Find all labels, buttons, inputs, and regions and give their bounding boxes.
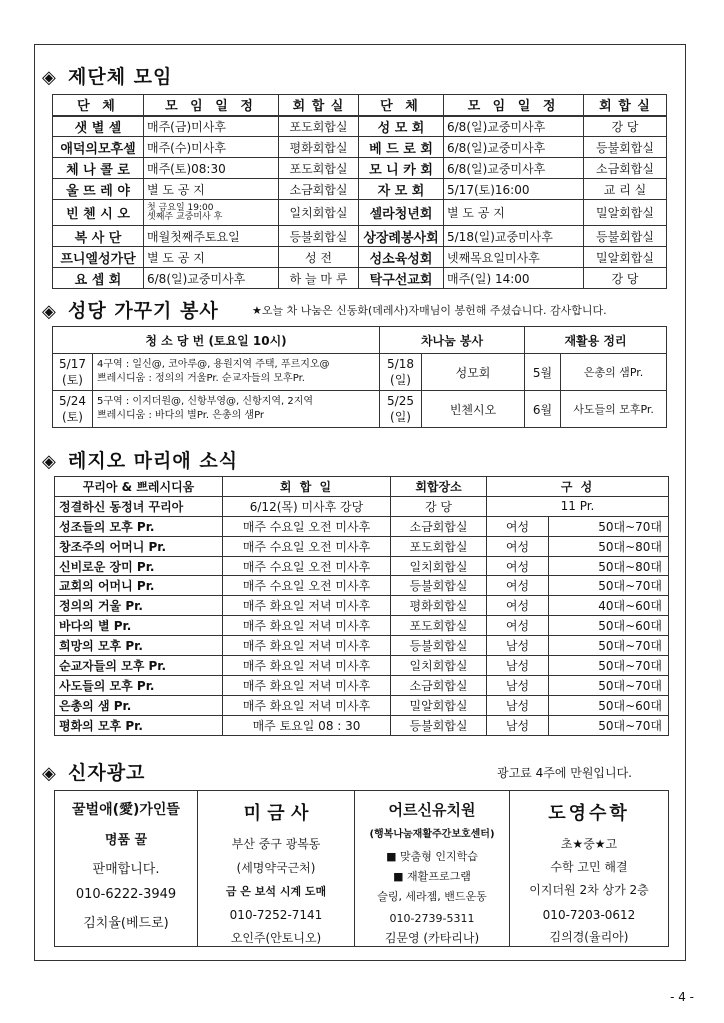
presidium-name: 성조들의 모후 Pr. [55, 516, 223, 536]
group-room: 소금회합실 [584, 158, 667, 179]
table-row [55, 536, 669, 556]
header-cell: 회합장소 [391, 477, 487, 497]
ad-honey [55, 791, 198, 947]
header-cell: 재활용 정리 [525, 327, 667, 354]
diamond-icon: ◈ [42, 763, 57, 784]
table-row [55, 675, 669, 695]
table-row [55, 556, 669, 576]
meeting-day: 매주 화요일 저녁 미사후 [223, 656, 391, 676]
presidium-name: 희망의 모후 Pr. [55, 636, 223, 656]
ad-line: (행복나눔재활주간보호센터) [369, 829, 495, 840]
presidium-name: 바다의 별 Pr. [55, 616, 223, 636]
ad-migeumsa [198, 791, 355, 947]
tea-group: 빈첸시오 [422, 391, 525, 428]
meeting-day: 매주 화요일 저녁 미사후 [223, 636, 391, 656]
header-cell: 구 성 [487, 477, 669, 497]
group-schedule: 매주(수)미사후 [144, 137, 279, 158]
table-row [53, 226, 667, 247]
table-row [53, 391, 667, 428]
group-room: 강 당 [584, 268, 667, 289]
group-schedule: 넷째목요일미사후 [444, 247, 584, 268]
meeting-place: 평화회합실 [391, 596, 487, 616]
header-cell: 청 소 당 번 (토요일 10시) [53, 327, 380, 354]
gender: 남성 [487, 675, 549, 695]
presidium-name: 사도들의 모후 Pr. [55, 675, 223, 695]
tea-group: 성모회 [422, 354, 525, 391]
table-row [53, 200, 667, 226]
ad-line: 금 은 보석 시계 도매 [225, 885, 327, 898]
table-header-row [55, 477, 669, 497]
meeting-place: 일치회합실 [391, 556, 487, 576]
group-schedule: 별 도 공 지 [444, 200, 584, 226]
group-room: 등불회합실 [584, 226, 667, 247]
schedule-line: 셋째주 교중미사 후 [147, 211, 223, 222]
section-title-service [42, 296, 219, 323]
section-title-text: 제단체 모임 [68, 66, 173, 88]
group-schedule: 매주(금)미사후 [144, 116, 279, 137]
age-range: 50대~70대 [549, 675, 669, 695]
recycle-month: 5월 [525, 354, 561, 391]
group-room: 포도회합실 [279, 116, 359, 137]
age-range: 50대~80대 [549, 556, 669, 576]
meeting-place: 등불회합실 [391, 576, 487, 596]
meeting-day: 매주 화요일 저녁 미사후 [223, 675, 391, 695]
age-range: 50대~70대 [549, 715, 669, 735]
cleaning-date [53, 354, 93, 391]
curia-name: 정결하신 동정녀 꾸리아 [55, 496, 223, 516]
ads-table [54, 790, 669, 947]
ad-line: 초★중★고 [560, 837, 618, 851]
duty-line: 5구역 : 이지더원@, 신항부영@, 신항지역, 2지역 [97, 396, 314, 407]
meeting-day: 매주 토요일 08 : 30 [223, 715, 391, 735]
ad-title: 어르신유치원 [388, 801, 476, 819]
header-cell: 단 체 [53, 95, 144, 116]
presidium-name: 순교자들의 모후 Pr. [55, 656, 223, 676]
date-line: 5/18 [387, 357, 414, 371]
meeting-day: 매주 수요일 오전 미사후 [223, 536, 391, 556]
group-room: 교 리 실 [584, 179, 667, 200]
gender: 남성 [487, 636, 549, 656]
header-cell: 꾸리아 & 쁘레시디움 [55, 477, 223, 497]
group-schedule: 매주(일) 14:00 [444, 268, 584, 289]
group-schedule: 5/18(일)교중미사후 [444, 226, 584, 247]
table-row [53, 179, 667, 200]
ad-line: (세명약국근처) [236, 861, 316, 875]
group-room: 하 늘 마 루 [279, 268, 359, 289]
service-table [52, 326, 667, 428]
ad-title: 미 금 사 [243, 803, 309, 824]
group-name: 요 셉 회 [53, 268, 144, 289]
meeting-day: 매주 수요일 오전 미사후 [223, 576, 391, 596]
page-number: - 4 - [670, 990, 694, 1004]
section-title-text: 성당 가꾸기 봉사 [68, 300, 219, 322]
age-range: 50대~70대 [549, 516, 669, 536]
header-cell: 차나눔 봉사 [380, 327, 525, 354]
group-schedule: 매월첫째주토요일 [144, 226, 279, 247]
table-row [53, 247, 667, 268]
meeting-day: 6/12(목) 미사후 강당 [223, 496, 391, 516]
table-row [55, 596, 669, 616]
header-cell: 모 임 일 정 [144, 95, 279, 116]
header-cell: 회 합 일 [223, 477, 391, 497]
meeting-place: 소금회합실 [391, 516, 487, 536]
table-row [53, 137, 667, 158]
ad-title: 꿀벌애(愛)가인뜰 [72, 802, 180, 818]
group-room: 밀알회합실 [584, 247, 667, 268]
cleaning-duty [93, 391, 380, 428]
meeting-day: 매주 화요일 저녁 미사후 [223, 695, 391, 715]
ads-row [55, 791, 669, 947]
date-line: (일) [390, 373, 411, 387]
gender: 여성 [487, 556, 549, 576]
gender: 남성 [487, 695, 549, 715]
date-line: 5/17 [59, 357, 86, 371]
meeting-place: 등불회합실 [391, 715, 487, 735]
presidium-name: 정의의 거울 Pr. [55, 596, 223, 616]
age-range: 40대~60대 [549, 596, 669, 616]
group-room: 포도회합실 [279, 158, 359, 179]
table-row [55, 695, 669, 715]
group-name: 성소육성회 [359, 247, 444, 268]
meeting-day: 매주 수요일 오전 미사후 [223, 516, 391, 536]
age-range: 50대~60대 [549, 695, 669, 715]
table-row [55, 715, 669, 735]
table-row [53, 158, 667, 179]
group-name: 모 니 카 회 [359, 158, 444, 179]
section-title-ads [42, 758, 145, 785]
tea-date [380, 391, 422, 428]
group-schedule: 6/8(일)교중미사후 [144, 268, 279, 289]
table-row [55, 616, 669, 636]
meeting-place: 강 당 [391, 496, 487, 516]
recycle-group: 은총의 샘Pr. [561, 354, 667, 391]
diamond-icon: ◈ [42, 67, 57, 88]
ad-contact: 오인주(안토니오) [230, 931, 322, 945]
header-cell: 모 임 일 정 [444, 95, 584, 116]
age-range: 50대~70대 [549, 636, 669, 656]
section-title-legio [42, 446, 238, 473]
group-name: 탁구선교회 [359, 268, 444, 289]
gender: 남성 [487, 656, 549, 676]
group-name: 빈 첸 시 오 [53, 200, 144, 226]
meeting-place: 포도회합실 [391, 536, 487, 556]
group-name: 복 사 단 [53, 226, 144, 247]
group-name: 프니엘성가단 [53, 247, 144, 268]
ad-title: 도영수학 [548, 803, 630, 824]
gender: 여성 [487, 536, 549, 556]
presidium-name: 창조주의 어머니 Pr. [55, 536, 223, 556]
group-name: 베 드 로 회 [359, 137, 444, 158]
ad-phone: 010-2739-5311 [389, 912, 475, 925]
group-name: 자 모 회 [359, 179, 444, 200]
ad-phone: 010-7203-0612 [542, 908, 636, 922]
schedule-line: 첫 금요일 19:00 [147, 202, 214, 213]
ads-fee-note: 광고료 4주에 만원입니다. [497, 766, 632, 780]
groups-table [52, 94, 667, 289]
table-row [55, 516, 669, 536]
meeting-place: 등불회합실 [391, 636, 487, 656]
date-line: 5/24 [59, 394, 86, 408]
recycle-month: 6월 [525, 391, 561, 428]
tea-date [380, 354, 422, 391]
ad-contact: 김의경(율리아) [549, 930, 629, 944]
group-room: 소금회합실 [279, 179, 359, 200]
date-line: (토) [62, 373, 83, 387]
age-range: 50대~70대 [549, 576, 669, 596]
section-title-groups [42, 62, 172, 89]
presidium-name: 교회의 어머니 Pr. [55, 576, 223, 596]
meeting-day: 매주 수요일 오전 미사후 [223, 556, 391, 576]
gender: 여성 [487, 616, 549, 636]
ad-line: 수학 고민 해결 [550, 860, 628, 874]
meeting-place: 일치회합실 [391, 656, 487, 676]
ad-phone: 010-7252-7141 [229, 908, 323, 922]
group-schedule: 매주(토)08:30 [144, 158, 279, 179]
header-cell: 회 합 실 [279, 95, 359, 116]
group-room: 평화회합실 [279, 137, 359, 158]
table-row [55, 496, 669, 516]
date-line: (토) [62, 410, 83, 424]
duty-line: 쁘레시디움 : 바다의 별Pr. 은총의 샘Pr [97, 410, 265, 421]
group-room: 등불회합실 [279, 226, 359, 247]
group-name: 상장례봉사회 [359, 226, 444, 247]
section-title-text: 레지오 마리애 소식 [68, 450, 239, 472]
diamond-icon: ◈ [42, 451, 57, 472]
ad-line: 슬링, 세라젬, 밴드운동 [377, 890, 487, 903]
ad-line: 명품 꿀 [104, 833, 148, 848]
section-title-text: 신자광고 [68, 762, 146, 784]
recycle-group: 사도들의 모후Pr. [561, 391, 667, 428]
group-name: 울 뜨 레 야 [53, 179, 144, 200]
table-row [55, 576, 669, 596]
group-name: 애덕의모후셀 [53, 137, 144, 158]
header-cell: 단 체 [359, 95, 444, 116]
service-note: ★오늘 차 나눔은 신동화(데레사)자매님이 봉헌해 주셨습니다. 감사합니다. [252, 304, 607, 317]
age-range: 50대~60대 [549, 616, 669, 636]
group-schedule: 5/17(토)16:00 [444, 179, 584, 200]
cleaning-duty [93, 354, 380, 391]
gender: 여성 [487, 516, 549, 536]
meeting-place: 밀알회합실 [391, 695, 487, 715]
ad-senior-center [355, 791, 510, 947]
group-room: 강 당 [584, 116, 667, 137]
meeting-day: 매주 화요일 저녁 미사후 [223, 616, 391, 636]
ad-line: 부산 중구 광복동 [231, 837, 321, 851]
legio-table [54, 476, 669, 736]
meeting-place: 소금회합실 [391, 675, 487, 695]
group-name: 성 모 회 [359, 116, 444, 137]
meeting-place: 포도회합실 [391, 616, 487, 636]
diamond-icon: ◈ [42, 301, 57, 322]
group-schedule: 6/8(일)교중미사후 [444, 116, 584, 137]
gender: 여성 [487, 596, 549, 616]
duty-line: 4구역 : 일신@, 코아루@, 용원지역 주택, 푸르지오@ [97, 359, 330, 370]
table-row [53, 354, 667, 391]
presidium-name: 신비로운 장미 Pr. [55, 556, 223, 576]
table-header-row [53, 327, 667, 354]
group-schedule: 별 도 공 지 [144, 247, 279, 268]
ad-contact: 김치율(베드로) [83, 916, 169, 931]
table-row [53, 116, 667, 137]
table-row [55, 636, 669, 656]
date-line: 5/25 [387, 394, 414, 408]
gender: 여성 [487, 576, 549, 596]
presidium-name: 평화의 모후 Pr. [55, 715, 223, 735]
duty-line: 쁘레시디움 : 정의의 거울Pr. 순교자들의 모후Pr. [97, 373, 305, 384]
ad-line: 이지더원 2차 상가 2층 [529, 883, 649, 897]
date-line: (일) [390, 410, 411, 424]
group-schedule: 별 도 공 지 [144, 179, 279, 200]
ad-contact: 김문영 (카타리나) [384, 931, 480, 945]
group-room: 성 전 [279, 247, 359, 268]
ad-math [510, 791, 669, 947]
ad-phone: 010-6222-3949 [75, 887, 177, 902]
age-range: 50대~80대 [549, 536, 669, 556]
group-room: 일치회합실 [279, 200, 359, 226]
table-row [55, 656, 669, 676]
age-range: 50대~70대 [549, 656, 669, 676]
presidium-name: 은총의 샘 Pr. [55, 695, 223, 715]
header-cell: 회 합 실 [584, 95, 667, 116]
group-room: 등불회합실 [584, 137, 667, 158]
ad-line: 판매합니다. [92, 862, 160, 877]
group-name: 샛 별 셀 [53, 116, 144, 137]
cleaning-date [53, 391, 93, 428]
group-name: 체 나 콜 로 [53, 158, 144, 179]
group-schedule: 6/8(일)교중미사후 [444, 137, 584, 158]
table-row [53, 268, 667, 289]
group-schedule [144, 200, 279, 226]
meeting-day: 매주 화요일 저녁 미사후 [223, 596, 391, 616]
group-schedule: 6/8(일)교중미사후 [444, 158, 584, 179]
table-header-row [53, 95, 667, 116]
group-room: 밀알회합실 [584, 200, 667, 226]
ad-line: ■ 맞춤형 인지학습 [386, 850, 478, 863]
members: 11 Pr. [487, 496, 669, 516]
group-name: 셀라청년회 [359, 200, 444, 226]
ad-line: ■ 재활프로그램 [393, 870, 471, 883]
gender: 남성 [487, 715, 549, 735]
